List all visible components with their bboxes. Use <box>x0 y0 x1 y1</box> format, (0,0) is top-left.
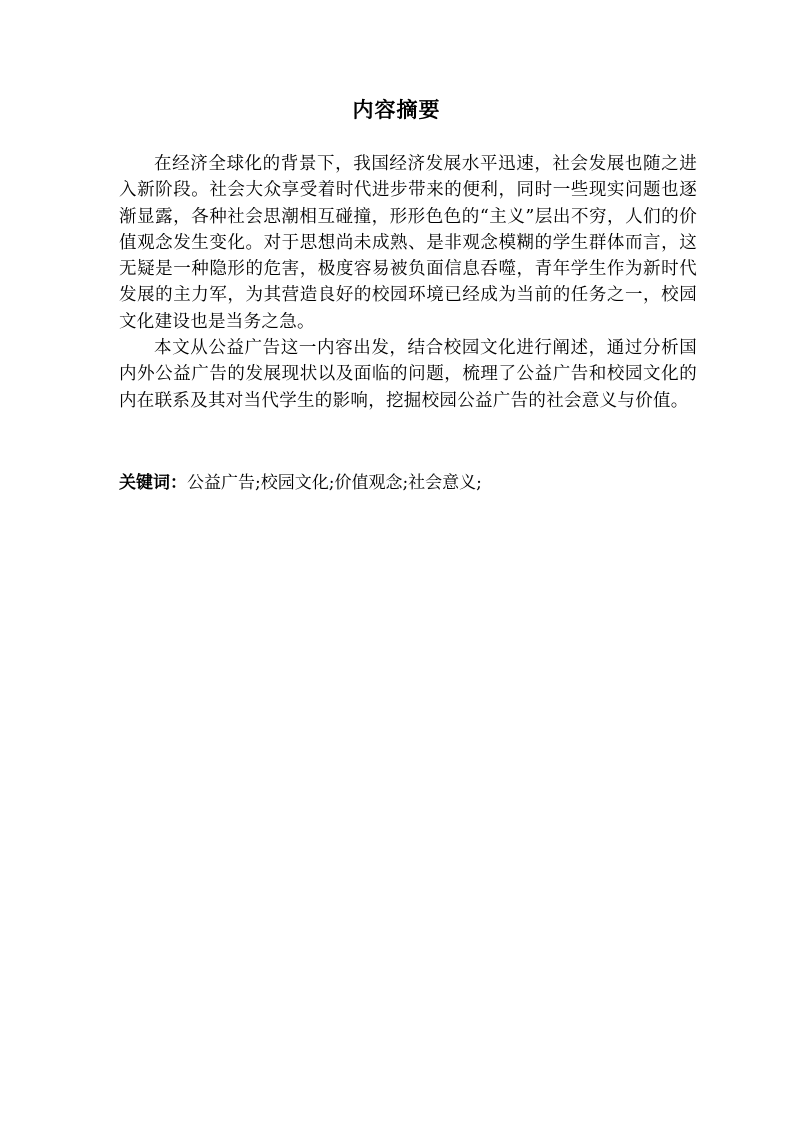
keywords-line <box>119 470 697 496</box>
page-title: 内容摘要 <box>352 98 441 122</box>
keywords-label: 关键词： <box>119 473 187 493</box>
abstract-body <box>119 151 697 414</box>
keywords-value: 公益广告;校园文化;价值观念;社会意义; <box>187 473 482 493</box>
abstract-paragraph-1: 在经济全球化的背景下，我国经济发展水平迅速，社会发展也随之进入新阶段。社会大众享受着时代进步带来的便利，同时一些现实问题也逐渐显露，各种社会思潮相互碰撞，形形色色的“主义”层出不穷，人们的价值观念发生变化。对于思想尚未成熟、是非观念模糊的学生群体而言，这无疑是一种隐形的危害，极度容易被负面信息吞噬，青年学生作为新时代发展的主力军，为其营造良好的校园环境已经成为当前的任务之一，校园文化建设也是当务之急。 <box>119 154 697 332</box>
abstract-paragraph-2: 本文从公益广告这一内容出发，结合校园文化进行阐述，通过分析国内外公益广告的发展现状以及面临的问题，梳理了公益广告和校园文化的内在联系及其对当代学生的影响，挖掘校园公益广告的社会意义与价值。 <box>119 338 697 411</box>
